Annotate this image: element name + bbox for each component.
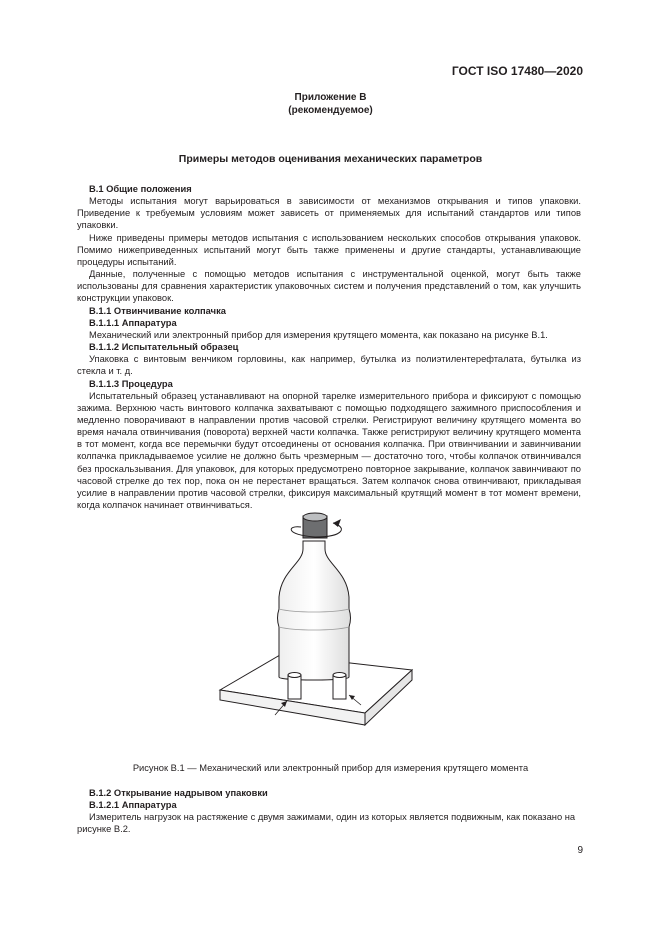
appendix-status: (рекомендуемое) bbox=[288, 105, 373, 116]
section-body-2 bbox=[77, 787, 581, 836]
paragraph: Методы испытания могут варьироваться в зависимости от механизмов открывания и типов упаковки. Приведение к требуемым условиям может зависеть от применяемых для испытаний стандартов или типов упаковки. bbox=[77, 196, 581, 231]
heading-b1: В.1 Общие положения bbox=[89, 184, 192, 194]
heading-b111: В.1.1.1 Аппаратура bbox=[89, 317, 177, 328]
paragraph: Измеритель нагрузок на растяжение с двумя зажимами, один из которых является подвижным, как показано на рисунке В.2. bbox=[77, 812, 576, 835]
torque-meter-illustration bbox=[215, 505, 415, 740]
heading-b112: В.1.1.2 Испытательный образец bbox=[89, 342, 239, 353]
standard-number: ГОСТ ISO 17480—2020 bbox=[451, 64, 583, 78]
heading-b11: В.1.1 Отвинчивание колпачка bbox=[89, 305, 226, 316]
appendix-label: Приложение В bbox=[294, 92, 367, 103]
section-body bbox=[77, 183, 581, 511]
paragraph: Данные, полученные с помощью методов испытания с инструментальной оценкой, могут быть также использованы для сравнения характеристик упаковочных систем и получения представлений о том, как улучшить конструкции упаковок. bbox=[77, 269, 581, 304]
heading-b113: В.1.1.3 Процедура bbox=[89, 378, 173, 389]
page-number: 9 bbox=[577, 845, 583, 856]
heading-b12: В.1.2 Открывание надрывом упаковки bbox=[89, 788, 268, 798]
figure-caption: Рисунок В.1 — Механический или электронный прибор для измерения крутящего момента bbox=[132, 763, 529, 773]
paragraph: Ниже приведены примеры методов испытания с использованием нескольких способов открывания упаковок. Помимо нижеприведенных испытаний могут быть также применены и другие стандарты, устанавливающие процедуры испытаний. bbox=[77, 232, 581, 267]
main-title: Примеры методов оценивания механических параметров bbox=[178, 153, 483, 165]
heading-b121: В.1.2.1 Аппаратура bbox=[89, 800, 177, 811]
figure-torque-meter bbox=[215, 505, 415, 740]
paragraph: Механический или электронный прибор для измерения крутящего момента, как показано на рисунке В.1. bbox=[89, 329, 548, 340]
appendix-title bbox=[0, 91, 661, 117]
paragraph: Испытательный образец устанавливают на опорной тарелке измерительного прибора и фиксируют с помощью зажима. Верхнюю часть винтового колпачка захватывают с помощью подходящего зажимного приспособления и медленно поворачивают в направлении против часовой стрелки. Регистрируют величину крутящего момента во время начала отвинчивания (поворота) верхней части колпачка. Также регистрируют величину крутящего момента в тот момент, когда все перемычки будут отсоединены от основания колпачка. При отвинчивании и завинчивании колпачка прикладываемое усилие не должно быть чрезмерным — достаточно того, чтобы колпачок отвинчивался без проскальзывания. Для упаковок, для которых предусмотрено повторное закрывание, колпачок завинчивают по часовой стрелке до тех пор, пока он не перестанет вращаться. Затем колпачок снова отвинчивают, прикладывая усилие в направлении против часовой стрелки, фиксируя максимальный крутящий момент в тот момент времени, когда колпачок начинает отвинчиваться. bbox=[77, 390, 581, 511]
paragraph: Упаковка с винтовым венчиком горловины, как например, бутылка из полиэтилентерефталата, бутылка из стекла и т. д. bbox=[77, 354, 581, 377]
